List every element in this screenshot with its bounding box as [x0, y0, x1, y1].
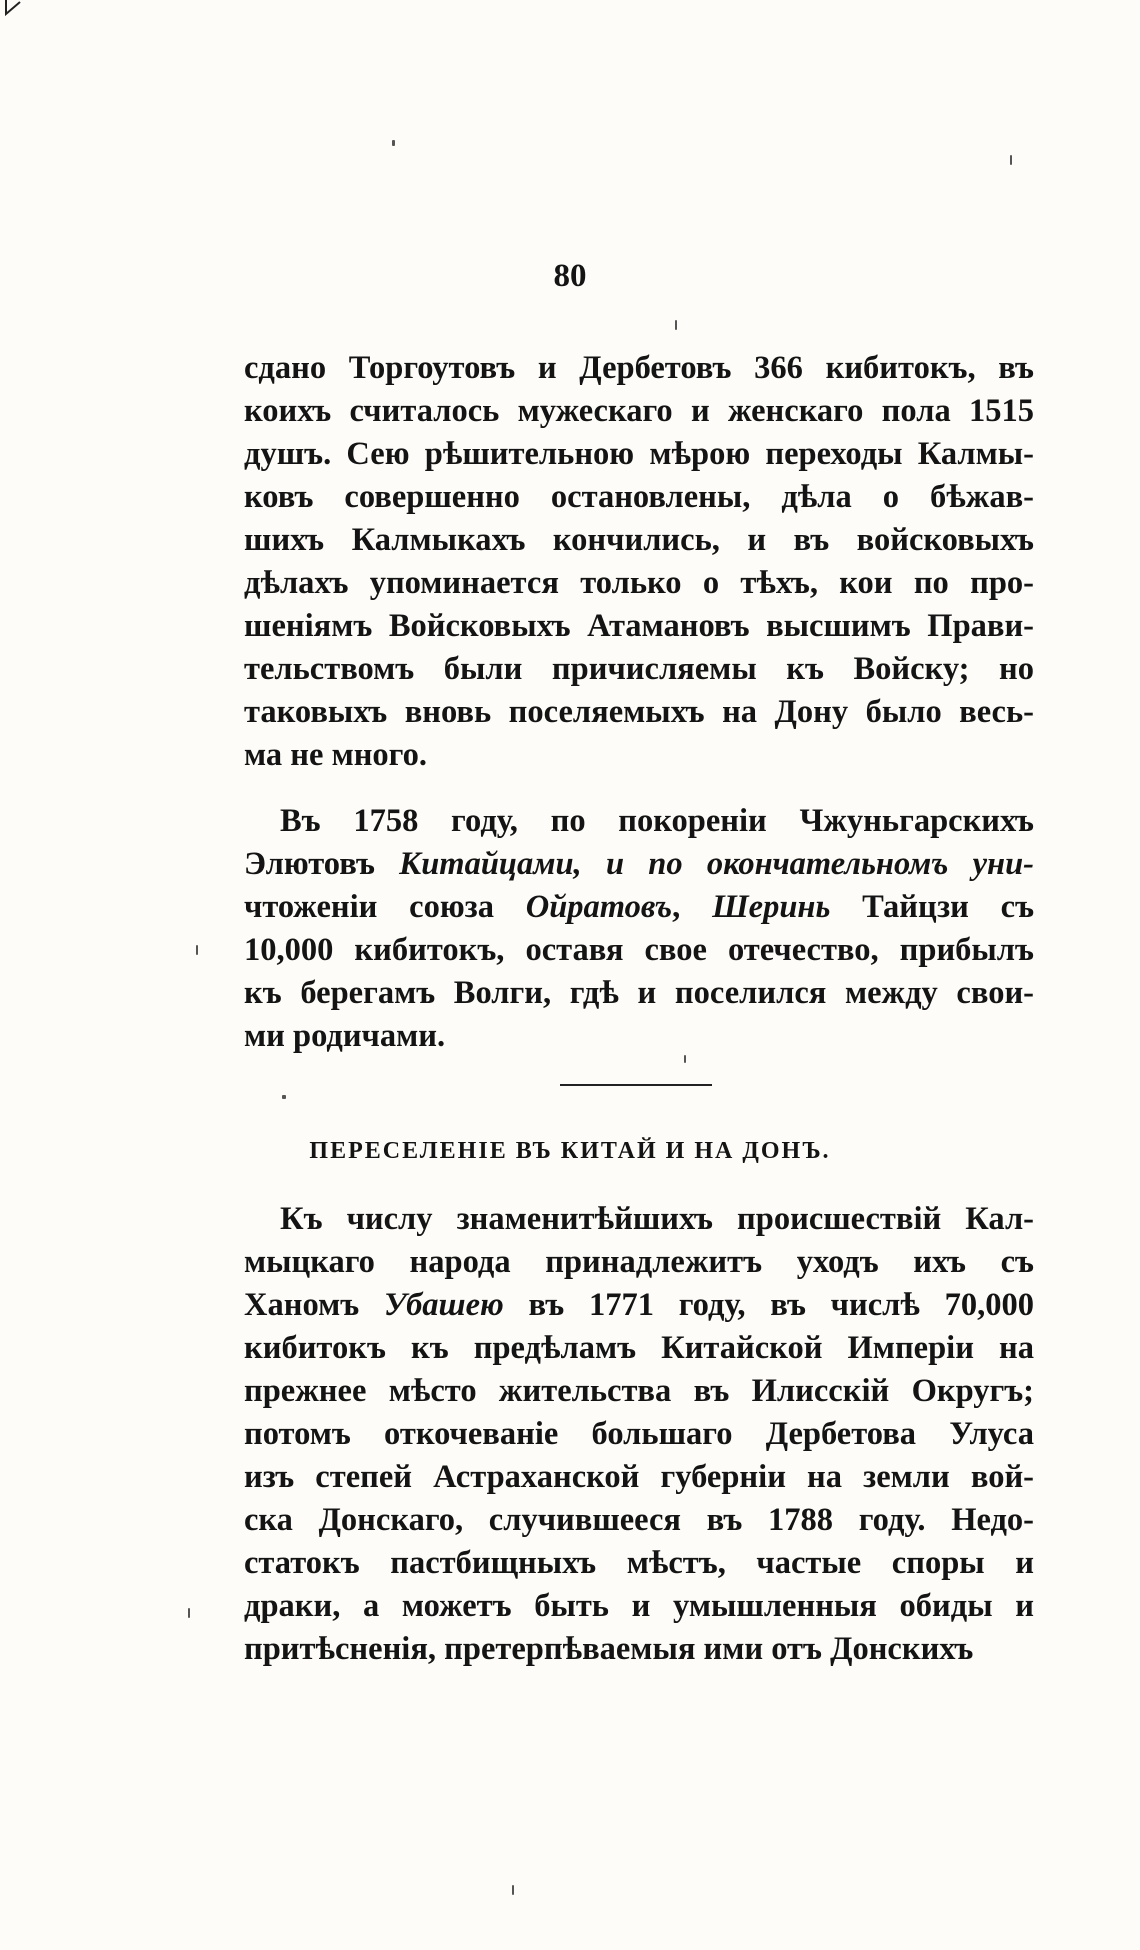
scan-speck	[282, 1095, 286, 1099]
text-line	[244, 390, 1034, 433]
text-line	[244, 1413, 1034, 1456]
text-segment: Ханомъ	[244, 1287, 384, 1323]
text-segment: Къ числу знаменитѣйшихъ происшествій Кал-	[280, 1201, 1034, 1237]
text-segment: ковъ совершенно остановлены, дѣла о бѣжав-	[244, 479, 1034, 515]
text-segment: притѣсненія, претерпѣваемыя ими отъ Донскихъ	[244, 1631, 974, 1667]
text-segment: шеніямъ Войсковыхъ Атамановъ высшимъ Прави-	[244, 608, 1034, 644]
scan-speck	[392, 140, 395, 146]
text-line	[244, 519, 1034, 562]
text-segment: ,	[672, 889, 713, 925]
italic-term: Китайцами, и по окончательномъ уни-	[374, 846, 1034, 882]
text-segment: ска Донскаго, случившееся въ 1788 году. Недо-	[244, 1502, 1034, 1538]
text-line	[244, 1456, 1034, 1499]
text-segment: чтоженіи союза	[244, 889, 526, 925]
italic-term: Убашею	[383, 1287, 504, 1323]
text-segment: къ берегамъ Волги, гдѣ и поселился между свои-	[244, 975, 1034, 1011]
text-segment: въ 1771 году, въ числѣ 70,000	[503, 1287, 1034, 1323]
text-line	[244, 1015, 1034, 1058]
text-segment: таковыхъ вновь поселяемыхъ на Дону было весь-	[244, 694, 1034, 730]
scan-speck	[684, 1055, 686, 1063]
text-line	[244, 476, 1034, 519]
text-segment: изъ степей Астраханской губерніи на земли вой-	[244, 1459, 1034, 1495]
text-line	[244, 1499, 1034, 1542]
text-segment: сдано Торгоутовъ и Дербетовъ 366 кибитокъ, въ	[244, 350, 1034, 386]
text-line	[244, 929, 1034, 972]
text-segment: ми родичами.	[244, 1018, 446, 1054]
paragraph-continuation	[244, 347, 1034, 777]
scan-speck	[675, 320, 677, 330]
section-heading: ПЕРЕСЕЛЕНІЕ ВЪ КИТАЙ И НА ДОНЪ.	[309, 1138, 831, 1164]
text-line	[244, 605, 1034, 648]
text-line	[244, 433, 1034, 476]
text-line	[244, 1628, 1034, 1671]
paragraph-1758	[244, 800, 1034, 1058]
text-line	[244, 843, 1034, 886]
text-segment: мыцкаго народа принадлежитъ уходъ ихъ съ	[244, 1244, 1034, 1280]
text-segment: ма не много.	[244, 737, 428, 773]
italic-term: Ойратовъ	[525, 889, 673, 925]
text-segment: Тайцзи съ	[830, 889, 1034, 925]
text-segment: коихъ считалось мужескаго и женскаго пола 1515	[244, 393, 1034, 429]
text-segment: прежнее мѣсто жительства въ Илисскій Округъ;	[244, 1373, 1034, 1409]
paragraph-migration	[244, 1198, 1034, 1671]
text-line	[244, 1284, 1034, 1327]
text-line	[244, 562, 1034, 605]
text-line	[244, 691, 1034, 734]
text-line	[244, 1542, 1034, 1585]
text-segment: потомъ откочеваніе большаго Дербетова Улуса	[244, 1416, 1034, 1452]
scan-speck	[1010, 155, 1012, 165]
text-segment: шихъ Калмыкахъ кончились, и въ войсковыхъ	[244, 522, 1034, 558]
text-line	[244, 1370, 1034, 1413]
text-line	[244, 734, 1034, 777]
text-segment: статокъ пастбищныхъ мѣстъ, частые споры и	[244, 1545, 1034, 1581]
text-line	[244, 1327, 1034, 1370]
text-line	[244, 1241, 1034, 1284]
page-number: 80	[553, 258, 587, 294]
text-line	[244, 347, 1034, 390]
text-line	[244, 1198, 1034, 1241]
scan-speck	[188, 1608, 190, 1618]
text-line	[244, 648, 1034, 691]
text-line	[244, 886, 1034, 929]
text-line	[244, 972, 1034, 1015]
scan-speck	[196, 945, 198, 955]
section-divider	[560, 1084, 712, 1086]
text-segment: дѣлахъ упоминается только о тѣхъ, кои по про-	[244, 565, 1034, 601]
text-segment: Въ 1758 году, по покореніи Чжуньгарскихъ	[280, 803, 1034, 839]
text-segment: душъ. Сею рѣшительною мѣрою переходы Калмы-	[244, 436, 1034, 472]
text-segment: Элютовъ	[244, 846, 375, 882]
text-line	[244, 1585, 1034, 1628]
text-segment: драки, а можетъ быть и умышленныя обиды и	[244, 1588, 1034, 1624]
corner-scan-mark	[4, 0, 32, 22]
italic-term: Шеринь	[712, 889, 831, 925]
text-segment: тельствомъ были причисляемы къ Войску; но	[244, 651, 1034, 687]
text-segment: кибитокъ къ предѣламъ Китайской Имперіи на	[244, 1330, 1034, 1366]
text-line	[244, 800, 1034, 843]
text-segment: 10,000 кибитокъ, оставя свое отечество, прибылъ	[244, 932, 1034, 968]
scan-speck	[512, 1885, 514, 1895]
